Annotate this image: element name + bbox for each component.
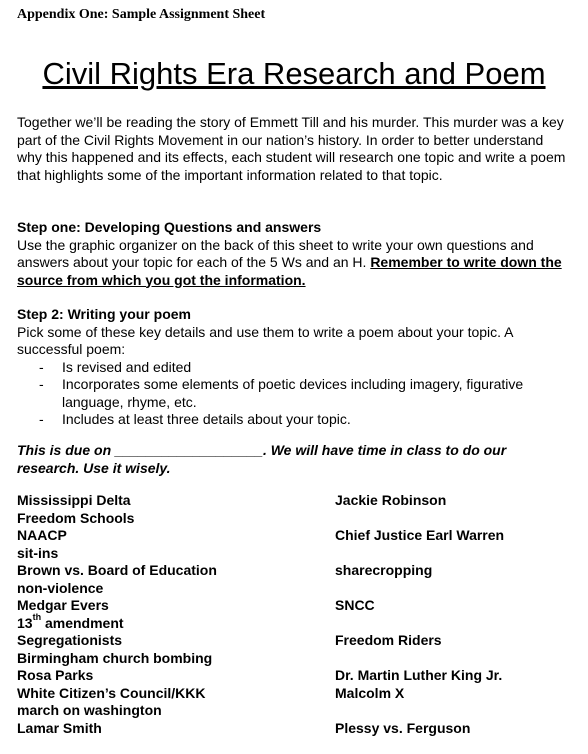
step-two-section	[17, 306, 567, 429]
criteria-list	[17, 359, 567, 429]
dash-bullet-icon: -	[39, 358, 44, 375]
step-one-emphasis: Remember to write down the source from which you got the information.	[17, 254, 562, 288]
topic-item: Medgar Evers	[17, 597, 109, 613]
step-two-text: Pick some of these key details and use them to write a poem about your topic. A successful poem:	[17, 323, 513, 357]
topic-item: Brown vs. Board of Education	[17, 562, 217, 578]
topic-item: Dr. Martin Luther King Jr.	[335, 667, 503, 683]
topic-item: Freedom Riders	[335, 632, 442, 648]
topic-item: non-violence	[17, 580, 104, 596]
topic-item: Malcolm X	[335, 685, 405, 701]
dash-bullet-icon: -	[39, 411, 44, 427]
criteria-text: Includes at least three details about your topic.	[62, 411, 351, 427]
criteria-item	[17, 376, 567, 411]
topic-item: Birmingham church bombing	[17, 650, 213, 666]
step-two-heading: Step 2: Writing your poem	[17, 306, 191, 322]
criteria-text: Incorporates some elements of poetic devices including imagery, figurative language, rhyme, etc.	[62, 376, 524, 410]
criteria-text: Is revised and edited	[62, 358, 192, 375]
step-one-text	[17, 237, 567, 290]
criteria-item	[17, 411, 567, 429]
due-date-notice: This is due on ___________________. We will have time in class to do our research. Use it wisely.	[17, 442, 507, 476]
topic-item: Jackie Robinson	[335, 492, 447, 508]
ordinal-suffix: th	[32, 612, 42, 622]
topic-item: sharecropping	[335, 562, 433, 578]
topic-item: SNCC	[335, 597, 375, 613]
topic-item: Mississippi Delta	[17, 492, 131, 508]
topic-item: march on washington	[17, 702, 162, 718]
appendix-label: Appendix One: Sample Assignment Sheet	[17, 7, 266, 22]
topic-item: Lamar Smith	[17, 720, 102, 736]
topic-item: NAACP	[17, 527, 67, 543]
topic-item: Rosa Parks	[17, 667, 94, 683]
dash-bullet-icon: -	[39, 376, 44, 392]
topic-item: Segregationists	[17, 632, 123, 648]
topic-item: Freedom Schools	[17, 510, 135, 526]
step-one-section	[17, 219, 567, 289]
topic-item: White Citizen’s Council/KKK	[17, 685, 206, 701]
topic-item: Plessy vs. Ferguson	[335, 720, 471, 736]
step-one-instructions: Use the graphic organizer on the back of this sheet to write your own questions and answers about your topic for each of the 5 Ws and an H.	[17, 236, 534, 270]
step-one-heading: Step one: Developing Questions and answers	[17, 219, 322, 235]
criteria-item	[17, 359, 567, 377]
topic-item: Chief Justice Earl Warren	[335, 527, 505, 543]
topic-item-amendment: 13th amendment	[17, 612, 124, 631]
page-title: Civil Rights Era Research and Poem	[42, 56, 546, 91]
intro-paragraph: Together we’ll be reading the story of Emmett Till and his murder. This murder was a key part of the Civil Rights Movement in our nation’s history. In order to better understand why this happened and its effects, each student will research one topic and write a poem that highlights some of the important information related to that topic.	[17, 114, 566, 183]
topic-item: sit-ins	[17, 545, 59, 561]
